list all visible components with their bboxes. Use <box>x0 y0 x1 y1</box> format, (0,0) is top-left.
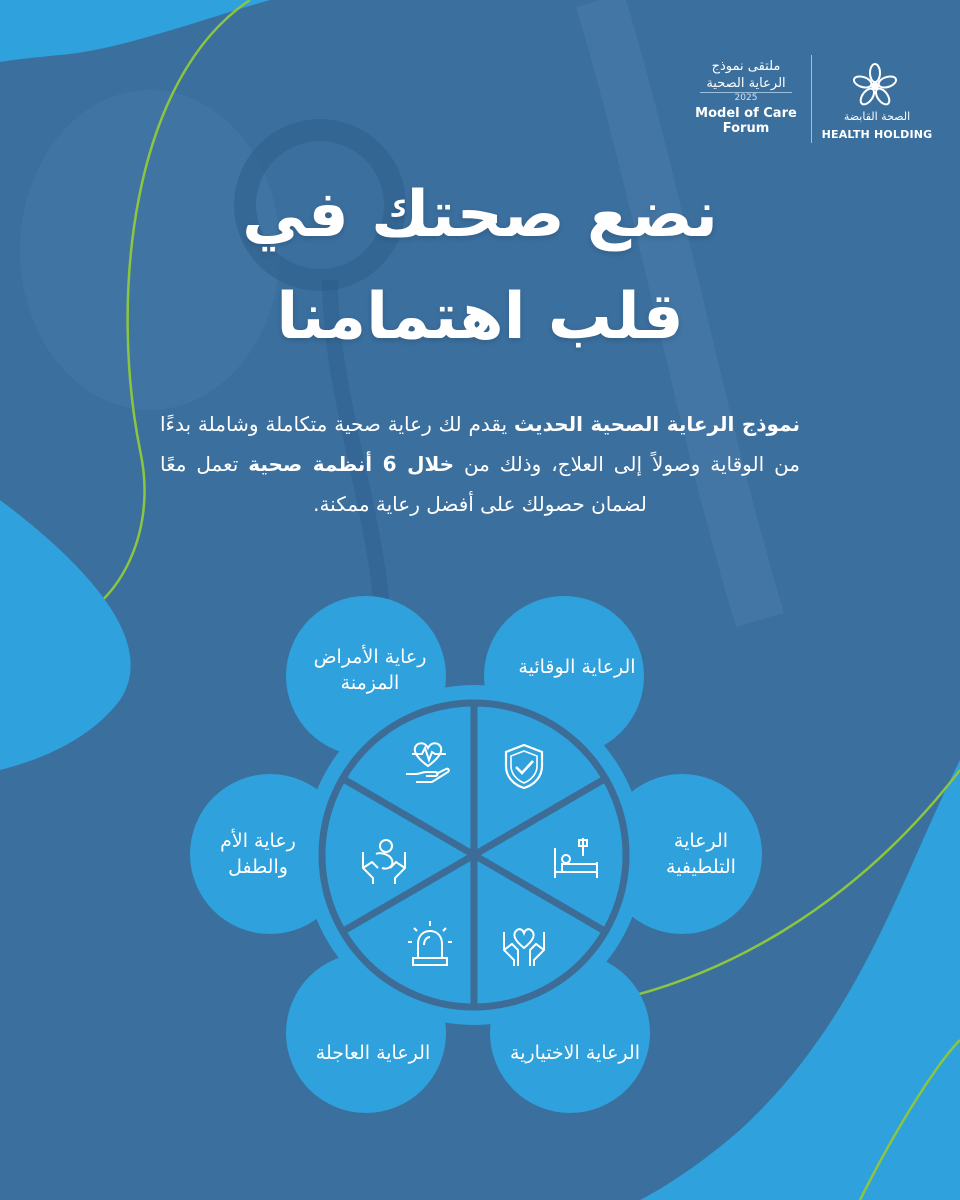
headline-line1: نضع صحتك في <box>242 178 718 252</box>
health-holding-logo-icon <box>846 62 904 108</box>
headline-line2: قلب اهتمامنا <box>276 280 684 354</box>
forum-title-ar <box>690 58 802 92</box>
heartbeat-hand-icon <box>402 736 454 788</box>
header-divider <box>811 55 812 143</box>
forum-title-en-line2: Forum <box>722 121 770 136</box>
forum-title-en-line1: Model of Care <box>695 106 797 121</box>
description-text-2: تعمل معًا لضمان حصولك على أفضل رعاية ممكنة. <box>160 452 647 516</box>
brand-name-en: HEALTH HOLDING <box>821 128 933 141</box>
description-text-1: يقدم لك رعاية صحية متكاملة وشاملة بدءًا من الوقاية وصولاً إلى العلاج، وذلك من <box>160 412 801 476</box>
mother-child-icon <box>358 834 410 886</box>
shield-check-icon <box>498 740 550 792</box>
description <box>160 404 800 524</box>
system-label-urgent: الرعاية العاجلة <box>315 1042 431 1064</box>
system-label-chronic: رعاية الأمراض المزمنة <box>313 646 427 694</box>
forum-year: 2025 <box>700 92 792 104</box>
system-label-palliative: الرعاية التلطيفية <box>666 830 736 878</box>
description-bold-2: خلال 6 أنظمة صحية <box>248 452 455 476</box>
hospital-bed-icon <box>550 834 602 886</box>
system-label-maternal: رعاية الأم والطفل <box>220 830 296 878</box>
siren-icon <box>404 918 456 970</box>
system-label-elective: الرعاية الاختيارية <box>510 1042 640 1064</box>
brand-name-ar: الصحة القابضة <box>843 110 911 123</box>
hands-heart-icon <box>498 918 550 970</box>
forum-title-en <box>690 106 802 136</box>
system-label-preventive: الرعاية الوقائية <box>518 656 636 678</box>
forum-title-ar-line1: ملتقى نموذج <box>711 59 781 74</box>
description-bold-1: نموذج الرعاية الصحية الحديث <box>513 412 800 436</box>
forum-title-ar-line2: الرعاية الصحية <box>706 76 786 91</box>
headline <box>150 164 810 368</box>
